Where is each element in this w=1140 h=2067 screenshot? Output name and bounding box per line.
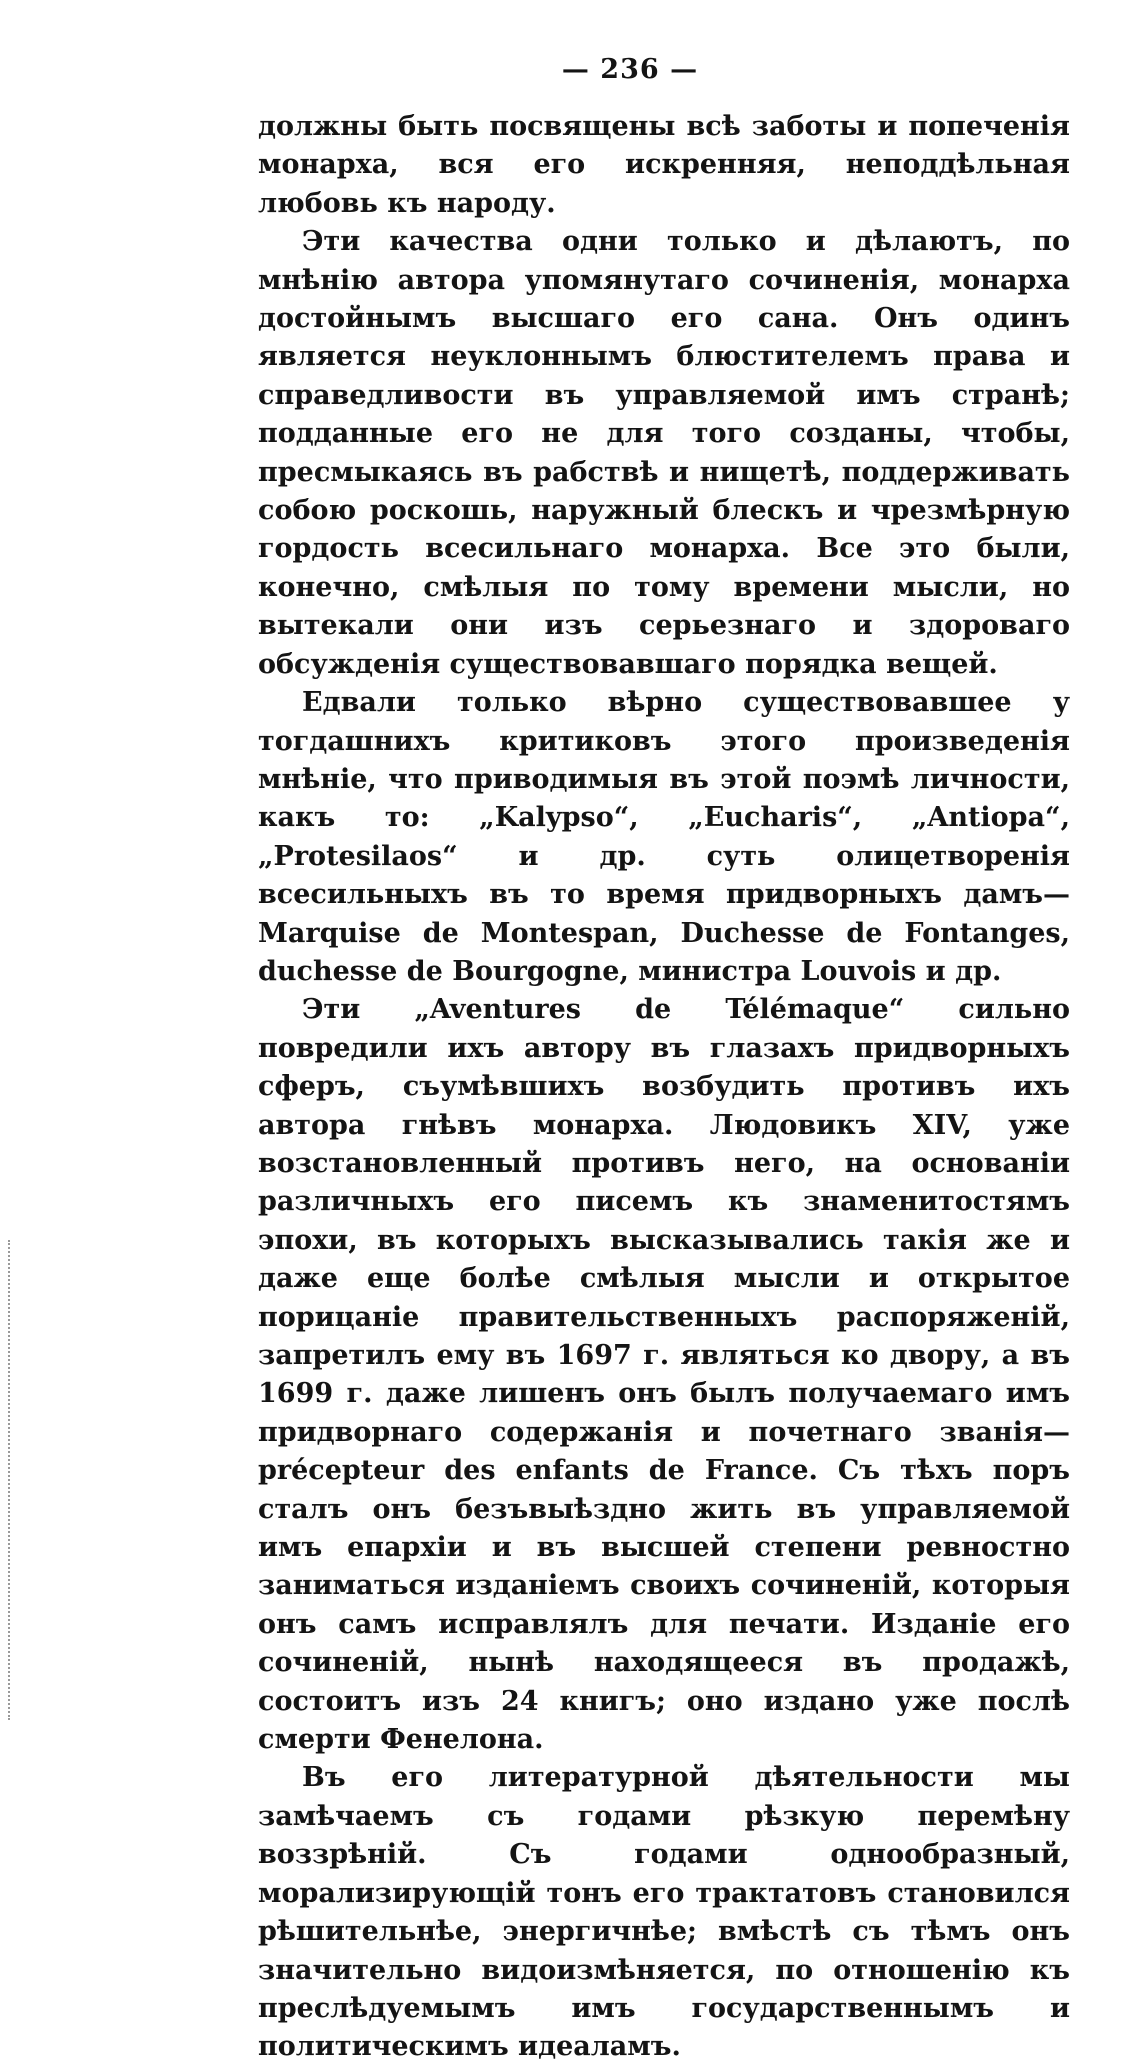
page-text <box>258 108 1070 2067</box>
paragraph-literary-activity: Въ его литературной дѣятельности мы замѣчаемъ съ годами рѣзкую перемѣну воззрѣній. Съ годами однообразный, морализирующій тонъ его трактатовъ становился рѣшительнѣе, энергичнѣе; вмѣстѣ съ тѣмъ онъ значительно видоизмѣняется, по отношенію къ преслѣдуемымъ имъ государственнымъ и политическимъ идеаламъ. <box>258 1762 1070 2063</box>
paragraph-aventures: Эти „Aventures de Télémaque“ сильно повредили ихъ автору въ глазахъ придворныхъ сферъ, съумѣвшихъ возбудить противъ ихъ автора гнѣвъ монарха. Людовикъ XIV, уже возстановленный противъ него, на основаніи различныхъ его писемъ къ знаменитостямъ эпохи, въ которыхъ высказывались такія же и даже еще болѣе смѣлыя мысли и открытое порицаніе правительственныхъ распоряженій, запретилъ ему въ 1697 г. являться ко двору, а въ 1699 г. даже лишенъ онъ былъ получаемаго имъ придворнаго содержанія и почетнаго званія—précepteur des enfants de France. Съ тѣхъ поръ сталъ онъ безъвыѣздно жить въ управляемой имъ епархіи и въ высшей степени ревностно заниматься изданіемъ своихъ сочиненій, которыя онъ самъ исправлялъ для печати. Изданіе его сочиненій, нынѣ находящееся въ продажѣ, состоитъ изъ 24 книгъ; оно издано уже послѣ смерти Фенелона. <box>258 994 1070 1756</box>
paragraph-continuation: должны быть посвящены всѣ заботы и попеченія монарха, вся его искренняя, неподдѣльная любовь къ народу. <box>258 111 1070 219</box>
page-number: — 236 — <box>561 54 699 85</box>
paragraph-qualities: Эти качества одни только и дѣлаютъ, по мнѣнію автора упомянутаго сочиненія, монарха достойнымъ высшаго его сана. Онъ одинъ является неуклоннымъ блюстителемъ права и справедливости въ управляемой имъ странѣ; подданные его не для того созданы, чтобы, пресмыкаясь въ рабствѣ и нищетѣ, поддерживать собою роскошь, наружный блескъ и чрезмѣрную гордость всесильнаго монарха. Все это были, конечно, смѣлыя по тому времени мысли, но вытекали они изъ серьезнаго и здороваго обсужденія существовавшаго порядка вещей. <box>258 226 1070 680</box>
paragraph-critics: Едвали только вѣрно существовавшее у тогдашнихъ критиковъ этого произведенія мнѣніе, что приводимыя въ этой поэмѣ личности, какъ то: „Kalypso“, „Eucharis“, „Antiopa“, „Protesilaos“ и др. суть олицетворенія всесильныхъ въ то время придворныхъ дамъ—Marquise de Montespan, Duchesse de Fontanges, duchesse de Bourgogne, министра Louvois и др. <box>258 687 1070 987</box>
scan-edge-marks <box>8 1240 12 1720</box>
